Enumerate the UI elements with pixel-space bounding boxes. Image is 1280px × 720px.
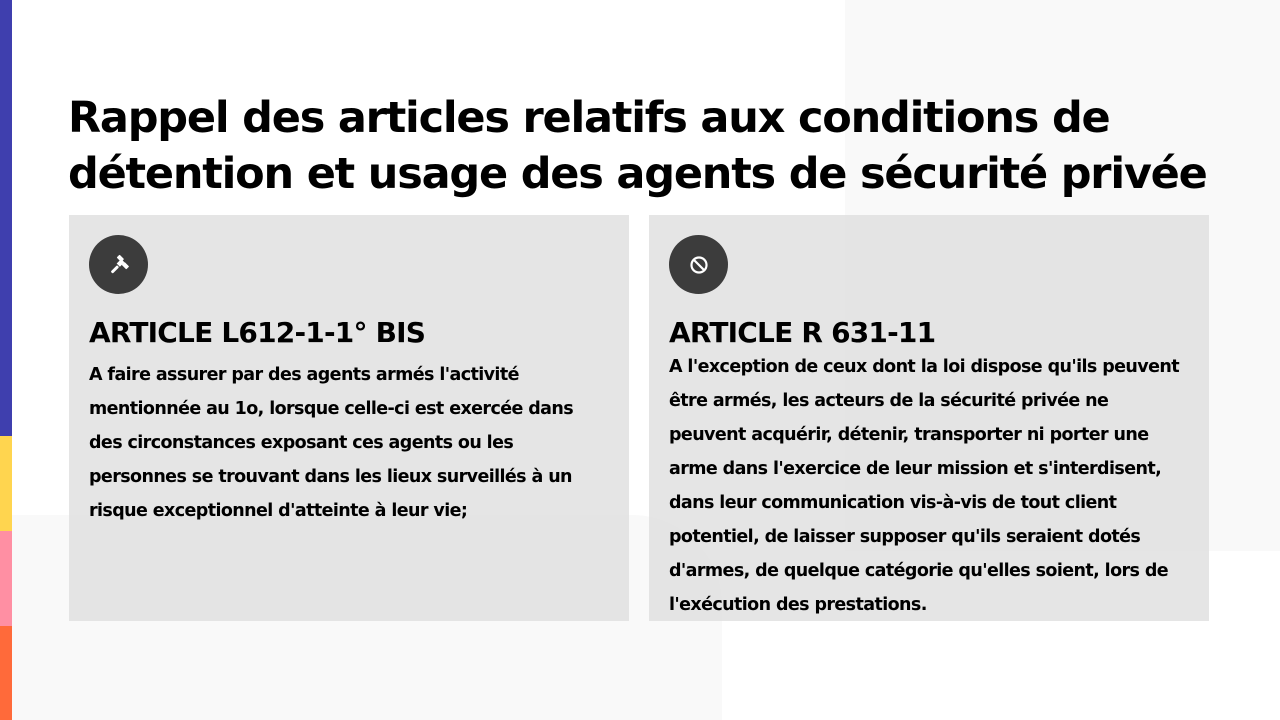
article-card-l612 [69, 215, 629, 621]
card-heading: ARTICLE R 631-11 [669, 316, 936, 349]
card-body: A faire assurer par des agents armés l'activité mentionnée au 1o, lorsque celle-ci est exercée dans des circonstances exposant ces agents ou les personnes se trouvant dans les lieux surveillés à un risque exceptionnel d'atteinte à leur vie; [89, 365, 574, 521]
left-color-strip [0, 0, 12, 720]
card-heading: ARTICLE L612-1-1° BIS [89, 316, 426, 349]
gavel-icon [89, 235, 148, 294]
gavel-glyph [108, 254, 130, 276]
strip-segment-orange [0, 626, 12, 720]
strip-segment-yellow [0, 436, 12, 531]
page-title: Rappel des articles relatifs aux conditions de détention et usage des agents de sécurité privée [68, 93, 1207, 199]
card-body: A l'exception de ceux dont la loi dispose qu'ils peuvent être armés, les acteurs de la sécurité privée ne peuvent acquérir, détenir, transporter ni porter une arme dans l'exercice de leur mission et s'interdisent, dans leur communication vis-à-vis de tout client potentiel, de laisser supposer qu'ils seraient dotés d'armes, de quelque catégorie qu'elles soient, lors de l'exécution des prestations. [669, 357, 1179, 615]
strip-segment-pink [0, 531, 12, 626]
prohibited-icon [669, 235, 728, 294]
article-card-r631 [649, 215, 1209, 621]
prohibited-glyph [688, 254, 710, 276]
strip-segment-blue [0, 0, 12, 436]
